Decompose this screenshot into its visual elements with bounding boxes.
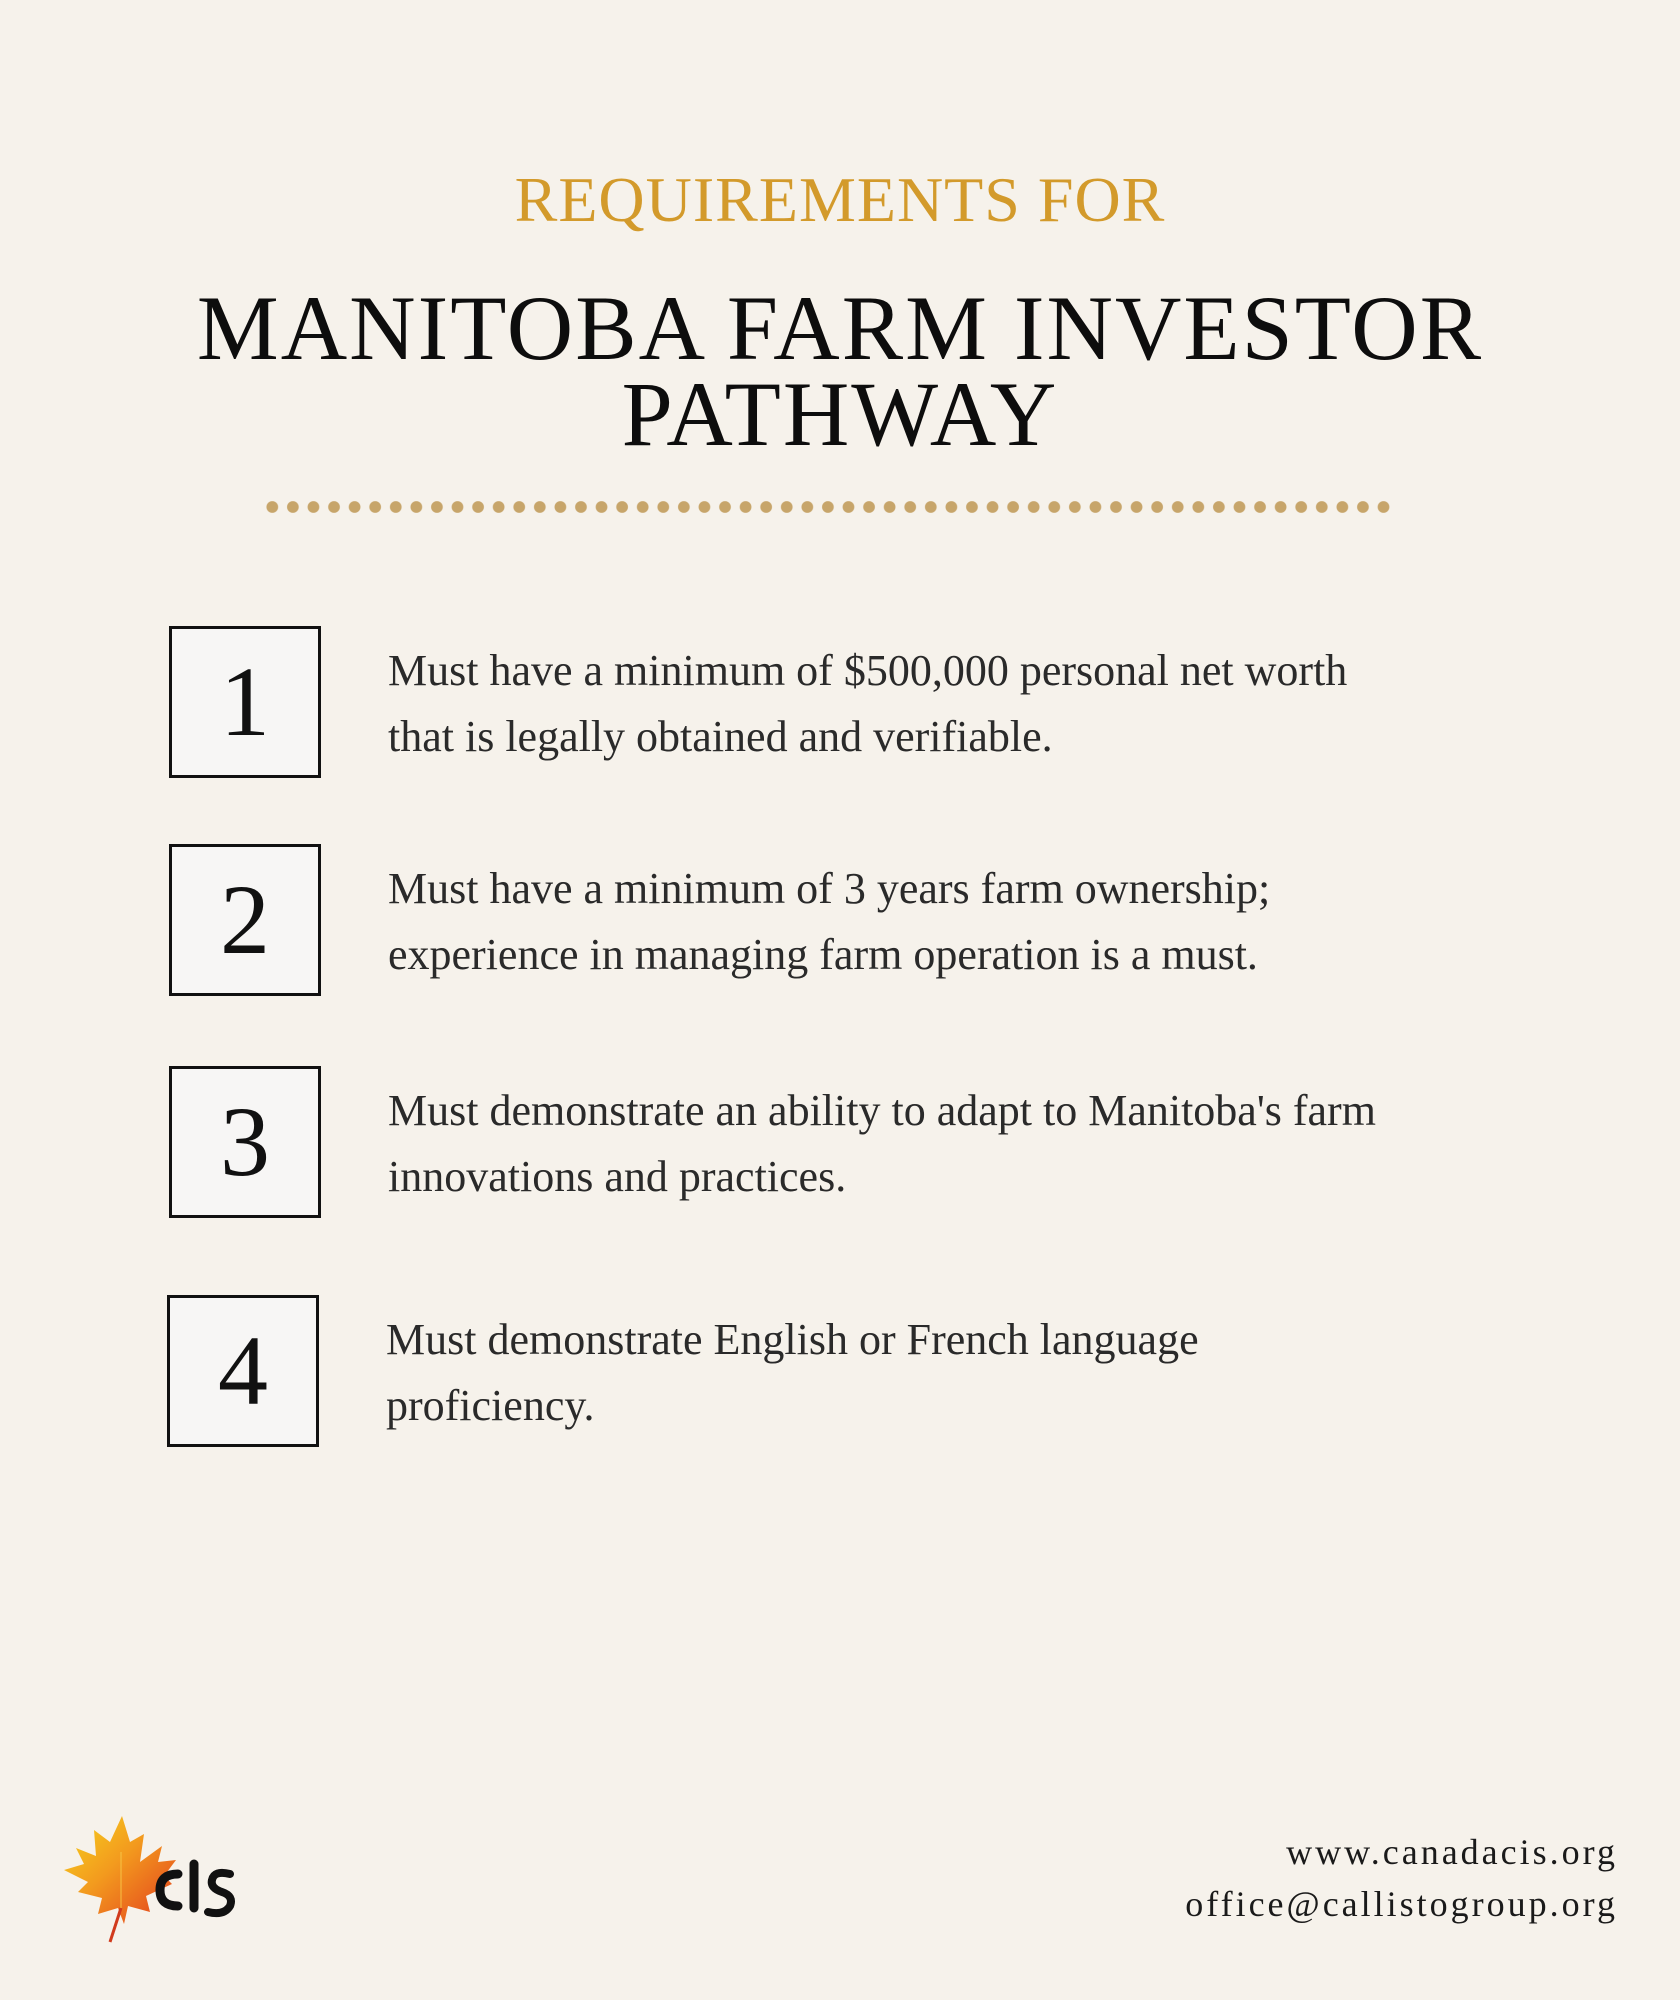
email-link[interactable]: office@callistogroup.org: [1185, 1884, 1618, 1924]
requirement-number-box: 1: [169, 626, 321, 778]
company-logo: [58, 1812, 258, 1947]
requirement-text-line: innovations and practices.: [388, 1152, 847, 1201]
requirement-text-line: proficiency.: [386, 1381, 595, 1430]
dotted-divider: [262, 500, 1394, 514]
requirement-text: [388, 1078, 1376, 1210]
requirement-text-line: Must demonstrate an ability to adapt to Manitoba's farm: [388, 1086, 1376, 1135]
page-subtitle: REQUIREMENTS FOR: [514, 164, 1166, 235]
requirement-text-line: Must have a minimum of 3 years farm ownership;: [388, 864, 1271, 913]
website-link[interactable]: www.canadacis.org: [1286, 1832, 1618, 1872]
requirement-text: [388, 638, 1347, 770]
page-title: [0, 277, 1680, 465]
requirement-number-box: 2: [169, 844, 321, 996]
requirement-text-line: Must demonstrate English or French language: [386, 1315, 1199, 1364]
requirement-text-line: experience in managing farm operation is a must.: [388, 930, 1258, 979]
requirement-text-line: that is legally obtained and verifiable.: [388, 712, 1053, 761]
title-line-2: PATHWAY: [621, 363, 1059, 465]
requirement-number-box: 3: [169, 1066, 321, 1218]
requirement-text: [386, 1307, 1199, 1439]
maple-leaf-icon: [58, 1812, 258, 1947]
requirement-text: [388, 856, 1270, 988]
contact-info: [1185, 1826, 1618, 1930]
title-line-1: MANITOBA FARM INVESTOR: [196, 277, 1484, 379]
requirement-number-box: 4: [167, 1295, 319, 1447]
requirement-text-line: Must have a minimum of $500,000 personal net worth: [388, 646, 1348, 695]
